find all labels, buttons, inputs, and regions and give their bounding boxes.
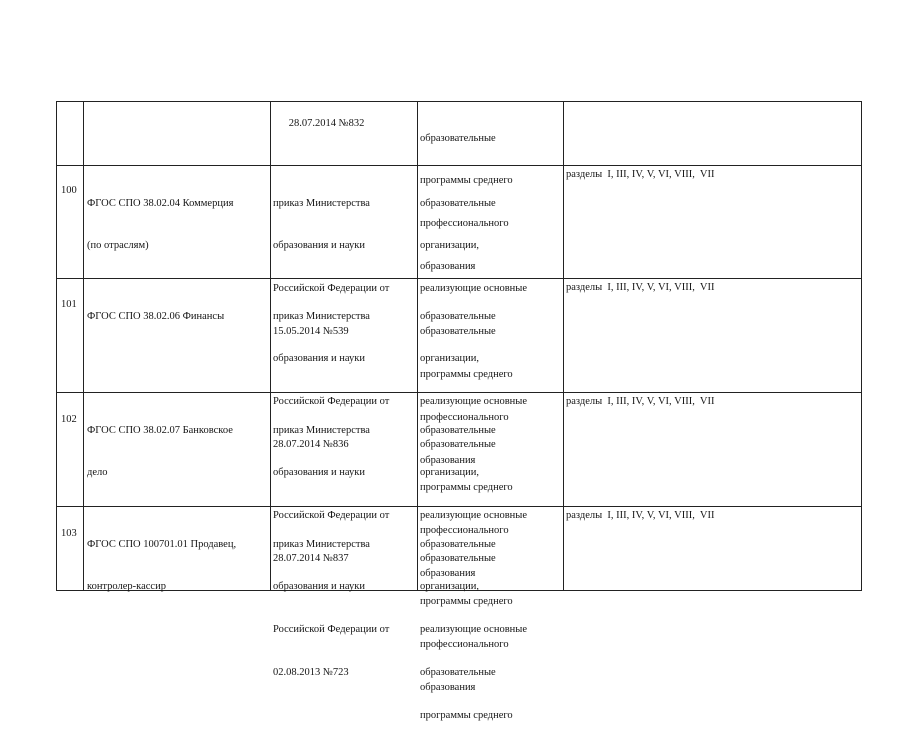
subjects-line: программы среднего — [420, 482, 513, 494]
subjects-line: образовательные — [420, 132, 496, 144]
standard-cell — [87, 281, 224, 352]
subjects-line: образования — [420, 567, 476, 579]
subjects-line: программы среднего — [420, 369, 513, 381]
document-line: Российской Федерации от — [273, 283, 390, 295]
standard-cell — [87, 168, 233, 282]
standard-cell — [87, 509, 236, 623]
document-line: Российской Федерации от — [273, 396, 390, 408]
standard-cell — [87, 395, 233, 509]
standards-table — [56, 101, 862, 722]
standard-line: ФГОС СПО 38.02.07 Банковское — [87, 424, 233, 436]
document-line: образования и науки — [273, 353, 365, 365]
subjects-line: реализующие основные — [420, 283, 527, 295]
subjects-line: профессионального — [420, 639, 509, 651]
subjects-line: профессионального — [420, 412, 509, 424]
document-line: приказ Министерства — [273, 538, 370, 550]
table-top-border — [56, 101, 862, 102]
document-line: приказ Министерства — [273, 197, 370, 209]
document-line: образования и науки — [273, 581, 365, 593]
subjects-line: программы среднего — [420, 596, 513, 608]
document-line: образования и науки — [273, 467, 365, 479]
subjects-line: реализующие основные — [420, 624, 527, 636]
standard-line: дело — [87, 467, 108, 479]
document-line: 28.07.2014 №837 — [273, 553, 349, 565]
row-number: 102 — [61, 414, 77, 425]
row-number: 100 — [61, 185, 77, 196]
document-cell — [273, 509, 389, 709]
document-line: Российской Федерации от — [273, 624, 390, 636]
document-line: Российской Федерации от — [273, 510, 390, 522]
subjects-line: образования — [420, 261, 476, 273]
subjects-line: организации, — [420, 581, 479, 593]
subjects-line: образования — [420, 681, 476, 693]
table-left-border — [56, 101, 57, 591]
subjects-line: образовательные — [420, 667, 496, 679]
sections-cell: разделы I, III, IV, V, VI, VIII, VII — [566, 169, 715, 180]
column-divider — [563, 101, 564, 591]
column-divider — [83, 101, 84, 591]
subjects-line: образовательные — [420, 326, 496, 338]
subjects-line: профессионального — [420, 218, 509, 230]
standard-line: ФГОС СПО 100701.01 Продавец, — [87, 538, 237, 550]
standard-line: контролер-кассир — [87, 581, 166, 593]
subjects-line: реализующие основные — [420, 510, 527, 522]
subjects-line: образовательные — [420, 553, 496, 565]
document-line: приказ Министерства — [273, 310, 370, 322]
table-right-border — [861, 101, 862, 591]
subjects-line: образовательные — [420, 310, 496, 322]
standard-line: ФГОС СПО 38.02.06 Финансы — [87, 310, 225, 322]
subjects-cell — [420, 509, 527, 752]
subjects-line: программы среднего — [420, 710, 513, 722]
column-divider — [417, 101, 418, 591]
document-text: 28.07.2014 №832 — [288, 118, 365, 130]
subjects-line: образования — [420, 454, 476, 466]
column-divider — [270, 101, 271, 591]
sections-cell: разделы I, III, IV, V, VI, VIII, VII — [566, 282, 715, 293]
subjects-line: организации, — [420, 353, 479, 365]
subjects-line: образовательные — [420, 439, 496, 451]
standard-line: ФГОС СПО 38.02.04 Коммерция — [87, 197, 234, 209]
row-number: 101 — [61, 299, 77, 310]
subjects-line: образовательные — [420, 538, 496, 550]
document-line: приказ Министерства — [273, 424, 370, 436]
sections-cell: разделы I, III, IV, V, VI, VIII, VII — [566, 510, 715, 521]
document-line: 02.08.2013 №723 — [273, 667, 349, 679]
subjects-line: образовательные — [420, 424, 496, 436]
subjects-line: реализующие основные — [420, 396, 527, 408]
document-line: образования и науки — [273, 240, 365, 252]
sections-cell: разделы I, III, IV, V, VI, VIII, VII — [566, 396, 715, 407]
document-line: 28.07.2014 №836 — [273, 439, 349, 451]
subjects-line: профессионального — [420, 525, 509, 537]
subjects-line: программы среднего — [420, 175, 513, 187]
subjects-line: организации, — [420, 467, 479, 479]
standard-line: (по отраслям) — [87, 240, 149, 252]
row-number: 103 — [61, 528, 77, 539]
continuation-document-cell — [273, 103, 364, 146]
subjects-line: организации, — [420, 240, 479, 252]
document-line: 15.05.2014 №539 — [273, 326, 349, 338]
subjects-line: образовательные — [420, 197, 496, 209]
